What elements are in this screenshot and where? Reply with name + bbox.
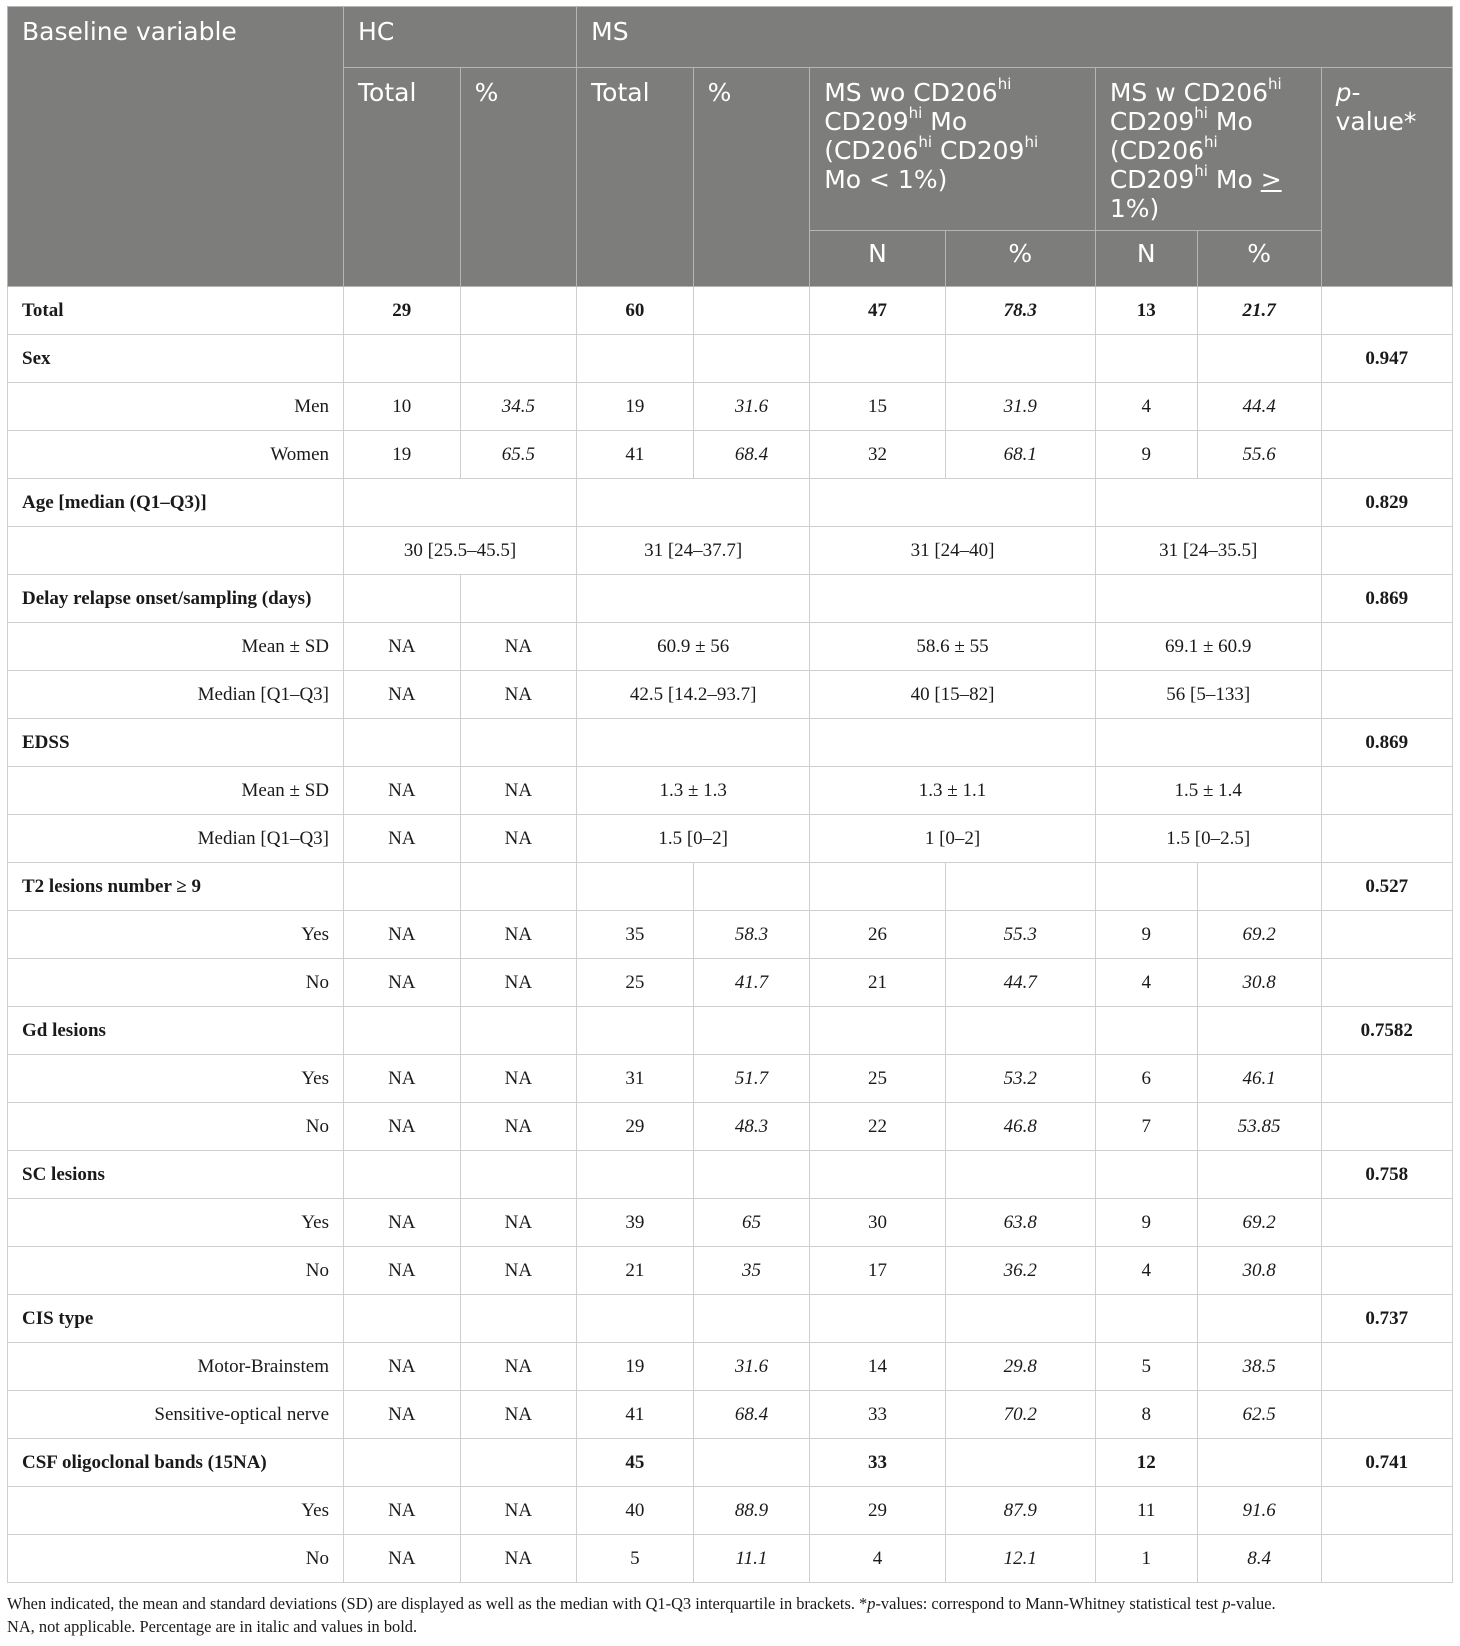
cell-ms-pct <box>693 287 810 335</box>
cell-ms-pct: 48.3 <box>693 1103 810 1151</box>
table-row-edss <box>8 719 1453 767</box>
cell-w-n: 7 <box>1095 1103 1197 1151</box>
cell-p: 0.947 <box>1321 335 1452 383</box>
cell-hc-pct: NA <box>460 1487 577 1535</box>
cell-hc-age: 30 [25.5–45.5] <box>344 527 577 575</box>
table-row-sex <box>8 335 1453 383</box>
cell-w: 56 [5–133] <box>1095 671 1321 719</box>
cell-wo-n: 4 <box>810 1535 945 1583</box>
cell-ms-total: 19 <box>577 383 694 431</box>
cell-ms-total: 45 <box>577 1439 694 1487</box>
cell-wo-pct: 12.1 <box>945 1535 1095 1583</box>
cell-wo-pct: 55.3 <box>945 911 1095 959</box>
cell-ms-total: 25 <box>577 959 694 1007</box>
cell-ms: 60.9 ± 56 <box>577 623 810 671</box>
cell-hc-total: NA <box>344 1535 461 1583</box>
cell-hc-pct: NA <box>460 767 577 815</box>
row-label: Women <box>8 431 344 479</box>
cell-wo-pct: 31.9 <box>945 383 1095 431</box>
cell-w-pct: 46.1 <box>1197 1055 1321 1103</box>
cell-w-pct: 44.4 <box>1197 383 1321 431</box>
table-row-gd-no <box>8 1103 1453 1151</box>
cell-hc-total: NA <box>344 911 461 959</box>
table-footnote <box>7 1592 1453 1638</box>
row-label: Mean ± SD <box>8 767 344 815</box>
cell-w-n: 4 <box>1095 383 1197 431</box>
cell-w-pct: 55.6 <box>1197 431 1321 479</box>
cell-w-n: 13 <box>1095 287 1197 335</box>
cell-w-n: 9 <box>1095 1199 1197 1247</box>
cell-hc-total: NA <box>344 767 461 815</box>
header-w-pct: % <box>1197 231 1321 287</box>
header-ms-total: Total <box>577 68 694 287</box>
cell-hc-pct <box>460 287 577 335</box>
cell-wo-n: 15 <box>810 383 945 431</box>
cell-p: 0.527 <box>1321 863 1452 911</box>
cell-w-pct: 91.6 <box>1197 1487 1321 1535</box>
cell-hc-total: 19 <box>344 431 461 479</box>
row-label: T2 lesions number ≥ 9 <box>8 863 344 911</box>
table-row-sc <box>8 1151 1453 1199</box>
cell-p <box>1321 287 1452 335</box>
cell-ms-total: 19 <box>577 1343 694 1391</box>
cell-p: 0.869 <box>1321 575 1452 623</box>
cell-w-age: 31 [24–35.5] <box>1095 527 1321 575</box>
cell-wo: 40 [15–82] <box>810 671 1096 719</box>
baseline-characteristics-table <box>7 6 1453 1583</box>
row-label: Men <box>8 383 344 431</box>
cell-wo: 1 [0–2] <box>810 815 1096 863</box>
row-label: EDSS <box>8 719 344 767</box>
cell-wo: 1.3 ± 1.1 <box>810 767 1096 815</box>
row-label: Mean ± SD <box>8 623 344 671</box>
cell-wo-n: 14 <box>810 1343 945 1391</box>
cell-hc-pct: NA <box>460 815 577 863</box>
table-row-edss-median <box>8 815 1453 863</box>
table-row-gd <box>8 1007 1453 1055</box>
cell-ms-pct: 31.6 <box>693 1343 810 1391</box>
table-row-age <box>8 479 1453 527</box>
cell-w-pct: 69.2 <box>1197 1199 1321 1247</box>
cell-hc-total: NA <box>344 671 461 719</box>
footnote-italic: p <box>867 1594 876 1613</box>
header-wo-n: N <box>810 231 945 287</box>
cell-wo-n: 21 <box>810 959 945 1007</box>
cell-ms-total: 41 <box>577 431 694 479</box>
cell-wo-pct: 68.1 <box>945 431 1095 479</box>
cell-ms-total: 21 <box>577 1247 694 1295</box>
cell-w-n: 1 <box>1095 1535 1197 1583</box>
cell-wo-pct: 46.8 <box>945 1103 1095 1151</box>
cell-ms-pct: 41.7 <box>693 959 810 1007</box>
cell-hc-pct: NA <box>460 1343 577 1391</box>
header-baseline-variable: Baseline variable <box>8 7 344 287</box>
header-hc-pct: % <box>460 68 577 287</box>
cell-hc-total: NA <box>344 1343 461 1391</box>
cell-ms-pct: 68.4 <box>693 431 810 479</box>
table-row-gd-yes <box>8 1055 1453 1103</box>
table-row-t2-no <box>8 959 1453 1007</box>
header-ms: MS <box>577 7 1453 68</box>
header-ms-without-group: MS wo $CD206^{hi}$ $CD209^{hi}$ Mo ($CD206^{hi}$ $CD209^{hi}$ Mo < 1%) <box>810 68 1096 231</box>
cell-hc-total: 29 <box>344 287 461 335</box>
row-label: Age [median (Q1–Q3)] <box>8 479 344 527</box>
cell-w-pct: 62.5 <box>1197 1391 1321 1439</box>
cell-ms-pct: 88.9 <box>693 1487 810 1535</box>
table-row-cis <box>8 1295 1453 1343</box>
row-label: No <box>8 959 344 1007</box>
cell-w-n: 4 <box>1095 1247 1197 1295</box>
cell-ms-pct: 58.3 <box>693 911 810 959</box>
footnote-line-1 <box>7 1592 1453 1615</box>
table-row-cis-motor <box>8 1343 1453 1391</box>
cell-ms-total: 39 <box>577 1199 694 1247</box>
cell-wo-pct: 87.9 <box>945 1487 1095 1535</box>
header-w-n: N <box>1095 231 1197 287</box>
cell-hc-total: NA <box>344 1055 461 1103</box>
cell-ms-total: 5 <box>577 1535 694 1583</box>
header-ms-with-group: MS w $CD206^{hi}$ $CD209^{hi}$ Mo ($CD206^{hi}$ $CD209^{hi}$ Mo > 1%) <box>1095 68 1321 231</box>
cell-ms-pct: 11.1 <box>693 1535 810 1583</box>
row-label: Total <box>8 287 344 335</box>
cell-wo-n: 26 <box>810 911 945 959</box>
cell-wo-n: 33 <box>810 1391 945 1439</box>
cell-hc-pct: NA <box>460 1535 577 1583</box>
table-row-csf-no <box>8 1535 1453 1583</box>
cell-ms-total: 40 <box>577 1487 694 1535</box>
cell-w-n: 9 <box>1095 431 1197 479</box>
cell-w-n: 11 <box>1095 1487 1197 1535</box>
cell-wo-n: 32 <box>810 431 945 479</box>
cell-ms-pct: 51.7 <box>693 1055 810 1103</box>
cell-hc-pct: NA <box>460 1103 577 1151</box>
footnote-text: When indicated, the mean and standard deviations (SD) are displayed as well as the median with Q1-Q3 interquartile in brackets. * <box>7 1594 868 1613</box>
table-row-cis-sensitive <box>8 1391 1453 1439</box>
cell-p: 0.869 <box>1321 719 1452 767</box>
footnote-line-2: NA, not applicable. Percentage are in italic and values in bold. <box>7 1617 418 1636</box>
cell-hc-pct: 34.5 <box>460 383 577 431</box>
row-label: No <box>8 1103 344 1151</box>
cell-wo-n: 33 <box>810 1439 945 1487</box>
cell-hc-total: NA <box>344 1247 461 1295</box>
table-row-csf-yes <box>8 1487 1453 1535</box>
cell-w-pct: 53.85 <box>1197 1103 1321 1151</box>
cell-w: 69.1 ± 60.9 <box>1095 623 1321 671</box>
cell-w: 1.5 ± 1.4 <box>1095 767 1321 815</box>
cell-w-pct: 30.8 <box>1197 1247 1321 1295</box>
cell-w: 1.5 [0–2.5] <box>1095 815 1321 863</box>
row-label: Median [Q1–Q3] <box>8 815 344 863</box>
cell-w-n: 5 <box>1095 1343 1197 1391</box>
cell-ms-total: 60 <box>577 287 694 335</box>
cell-w-pct: 69.2 <box>1197 911 1321 959</box>
table-row-delay-mean <box>8 623 1453 671</box>
row-label: Yes <box>8 1199 344 1247</box>
cell-hc-total: NA <box>344 623 461 671</box>
cell-wo-n: 22 <box>810 1103 945 1151</box>
cell-hc-total: NA <box>344 1103 461 1151</box>
table-header <box>8 7 1453 287</box>
cell-ms-pct: 65 <box>693 1199 810 1247</box>
header-wo-pct: % <box>945 231 1095 287</box>
cell-p: 0.741 <box>1321 1439 1452 1487</box>
footnote-italic: p <box>1222 1594 1231 1613</box>
header-hc-total: Total <box>344 68 461 287</box>
cell-w-n: 4 <box>1095 959 1197 1007</box>
cell-hc-total: NA <box>344 1199 461 1247</box>
row-label: Yes <box>8 1055 344 1103</box>
row-label: Sex <box>8 335 344 383</box>
cell-hc-pct: NA <box>460 911 577 959</box>
cell-p: 0.7582 <box>1321 1007 1452 1055</box>
cell-hc-total: NA <box>344 959 461 1007</box>
table-row-t2 <box>8 863 1453 911</box>
cell-w-pct: 30.8 <box>1197 959 1321 1007</box>
cell-hc-pct: NA <box>460 1247 577 1295</box>
cell-wo-age: 31 [24–40] <box>810 527 1096 575</box>
cell-ms-age: 31 [24–37.7] <box>577 527 810 575</box>
row-label: Motor-Brainstem <box>8 1343 344 1391</box>
footnote-text: -values: correspond to Mann-Whitney statistical test <box>875 1594 1223 1613</box>
cell-wo-pct: 70.2 <box>945 1391 1095 1439</box>
cell-ms-total: 41 <box>577 1391 694 1439</box>
cell-hc-pct: NA <box>460 671 577 719</box>
row-label: Yes <box>8 1487 344 1535</box>
row-label: SC lesions <box>8 1151 344 1199</box>
cell-ms-total: 31 <box>577 1055 694 1103</box>
cell-wo-n: 29 <box>810 1487 945 1535</box>
cell-w-n: 9 <box>1095 911 1197 959</box>
cell-ms-pct: 35 <box>693 1247 810 1295</box>
table-row-men <box>8 383 1453 431</box>
table-row-sc-no <box>8 1247 1453 1295</box>
row-label: Delay relapse onset/sampling (days) <box>8 575 344 623</box>
cell-p: 0.758 <box>1321 1151 1452 1199</box>
table-row-edss-mean <box>8 767 1453 815</box>
table-body <box>8 287 1453 1583</box>
cell-wo-pct: 78.3 <box>945 287 1095 335</box>
row-label: No <box>8 1535 344 1583</box>
cell-wo-pct: 44.7 <box>945 959 1095 1007</box>
row-label: Yes <box>8 911 344 959</box>
cell-ms-total: 29 <box>577 1103 694 1151</box>
row-label: Median [Q1–Q3] <box>8 671 344 719</box>
cell-p: 0.829 <box>1321 479 1452 527</box>
header-ms-pct: % <box>693 68 810 287</box>
cell-ms: 1.5 [0–2] <box>577 815 810 863</box>
cell-w-n: 12 <box>1095 1439 1197 1487</box>
cell-wo-n: 17 <box>810 1247 945 1295</box>
cell-ms: 1.3 ± 1.3 <box>577 767 810 815</box>
cell-wo-pct: 36.2 <box>945 1247 1095 1295</box>
cell-hc-pct: NA <box>460 623 577 671</box>
cell-wo: 58.6 ± 55 <box>810 623 1096 671</box>
cell-hc-pct: 65.5 <box>460 431 577 479</box>
cell-wo-pct: 63.8 <box>945 1199 1095 1247</box>
cell-hc-total: NA <box>344 815 461 863</box>
cell-wo-pct: 29.8 <box>945 1343 1095 1391</box>
cell-p: 0.737 <box>1321 1295 1452 1343</box>
row-label: Gd lesions <box>8 1007 344 1055</box>
cell-ms-total: 35 <box>577 911 694 959</box>
table-row-sc-yes <box>8 1199 1453 1247</box>
cell-hc-total: NA <box>344 1487 461 1535</box>
header-p-value: p-value* <box>1321 68 1452 287</box>
table-row-csf <box>8 1439 1453 1487</box>
table-row-t2-yes <box>8 911 1453 959</box>
cell-ms-pct: 68.4 <box>693 1391 810 1439</box>
row-label: CSF oligoclonal bands (15NA) <box>8 1439 344 1487</box>
table-row-age-values <box>8 527 1453 575</box>
footnote-text: -value. <box>1230 1594 1276 1613</box>
cell-w-pct: 38.5 <box>1197 1343 1321 1391</box>
cell-hc-total: NA <box>344 1391 461 1439</box>
cell-wo-pct: 53.2 <box>945 1055 1095 1103</box>
cell-w-n: 8 <box>1095 1391 1197 1439</box>
table-row-total <box>8 287 1453 335</box>
cell-wo-n: 47 <box>810 287 945 335</box>
row-label: No <box>8 1247 344 1295</box>
cell-ms: 42.5 [14.2–93.7] <box>577 671 810 719</box>
row-label: CIS type <box>8 1295 344 1343</box>
cell-w-pct: 8.4 <box>1197 1535 1321 1583</box>
table-row-delay-median <box>8 671 1453 719</box>
table-row-women <box>8 431 1453 479</box>
table-row-delay <box>8 575 1453 623</box>
cell-wo-n: 30 <box>810 1199 945 1247</box>
header-hc: HC <box>344 7 577 68</box>
cell-hc-pct: NA <box>460 959 577 1007</box>
cell-hc-total: 10 <box>344 383 461 431</box>
cell-hc-pct: NA <box>460 1055 577 1103</box>
row-label: Sensitive-optical nerve <box>8 1391 344 1439</box>
cell-w-n: 6 <box>1095 1055 1197 1103</box>
cell-w-pct: 21.7 <box>1197 287 1321 335</box>
cell-ms-pct: 31.6 <box>693 383 810 431</box>
cell-wo-n: 25 <box>810 1055 945 1103</box>
cell-hc-pct: NA <box>460 1199 577 1247</box>
cell-hc-pct: NA <box>460 1391 577 1439</box>
